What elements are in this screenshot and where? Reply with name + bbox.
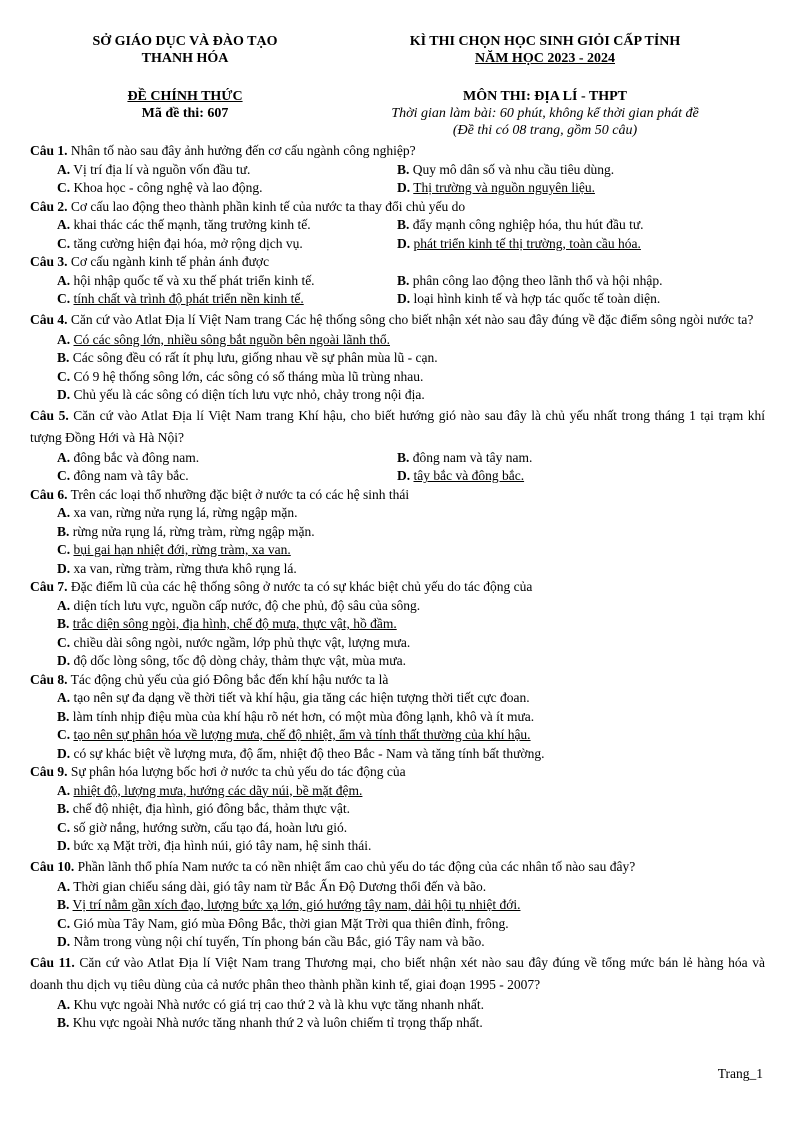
option-text: Vị trí địa lí và nguồn vốn đầu tư. <box>73 161 251 177</box>
answer-option <box>397 467 737 486</box>
answer-options <box>30 161 765 198</box>
option-key: C. <box>57 468 71 483</box>
option-key: D. <box>397 180 411 195</box>
question-text <box>30 253 765 272</box>
question-stem: Tác động chủ yếu của gió Đông bắc đến khí hậu nước ta là <box>70 671 389 687</box>
option-key: B. <box>57 1015 70 1030</box>
answer-option <box>57 933 757 952</box>
option-text: tạo nên sự đa dạng về thời tiết và khí hậu, gia tăng các hiện tượng thời tiết cực đoan. <box>73 690 530 705</box>
option-text: Gió mùa Tây Nam, gió mùa Đông Bắc, thời gian Mặt Trời qua thiên đỉnh, frông. <box>73 915 509 931</box>
option-key: D. <box>397 468 411 483</box>
option-key: B. <box>57 350 70 365</box>
question-label: Câu 2. <box>30 198 68 214</box>
option-key: D. <box>57 560 71 576</box>
question-label: Câu 5. <box>30 407 69 423</box>
option-key: C. <box>57 235 71 251</box>
question-block <box>30 763 765 856</box>
answer-option <box>57 523 757 542</box>
school-year: NĂM HỌC 2023 - 2024 <box>475 51 615 66</box>
option-key: C. <box>57 634 71 650</box>
answer-option <box>57 689 757 708</box>
question-label: Câu 6. <box>30 486 68 502</box>
option-text: Chủ yếu là các sông có diện tích lưu vực nhỏ, chảy trong nội địa. <box>73 387 425 402</box>
option-key: D. <box>397 235 411 251</box>
answer-option <box>57 272 397 291</box>
answer-option <box>57 837 757 856</box>
option-text: phân công lao động theo lãnh thổ và hội nhập. <box>412 272 663 288</box>
answer-option <box>57 597 757 616</box>
option-text: đẩy mạnh công nghiệp hóa, thu hút đầu tư. <box>412 217 644 232</box>
exam-title: KÌ THI CHỌN HỌC SINH GIỎI CẤP TỈNH <box>409 34 681 49</box>
answer-option <box>57 216 397 235</box>
option-text: Khu vực ngoài Nhà nước có giá trị cao thứ 2 và là khu vực tăng nhanh nhất. <box>73 996 485 1012</box>
answer-option <box>57 745 757 764</box>
option-key: B. <box>397 217 410 232</box>
question-label: Câu 1. <box>30 143 68 158</box>
answer-options <box>30 504 765 578</box>
question-text <box>30 578 765 597</box>
answer-option <box>397 216 737 235</box>
option-key: A. <box>57 449 71 465</box>
answer-options <box>30 597 765 671</box>
option-text: trắc diện sông ngòi, địa hình, chế độ mưa, thực vật, hồ đầm. <box>72 616 397 631</box>
answer-option <box>397 449 737 468</box>
answer-options <box>30 996 765 1033</box>
question-stem: Phần lãnh thổ phía Nam nước ta có nền nhiệt ẩm cao chủ yếu do tác động của các nhân tố nào sau đây? <box>77 858 636 874</box>
option-text: Khoa học - công nghệ và lao động. <box>73 180 263 195</box>
option-text: tây bắc và đông bắc. <box>413 468 525 483</box>
option-text: tăng cường hiện đại hóa, mở rộng dịch vụ. <box>73 235 303 251</box>
option-text: khai thác các thế mạnh, tăng trưởng kinh tế. <box>73 217 311 232</box>
option-text: chế độ nhiệt, địa hình, gió đông bắc, thảm thực vật. <box>72 801 351 816</box>
option-key: C. <box>57 727 71 742</box>
question-text <box>30 486 765 505</box>
option-key: B. <box>397 272 410 288</box>
question-stem: Đặc điểm lũ của các hệ thống sông ở nước ta có sự khác biệt chủ yếu do tác động của <box>70 579 533 594</box>
answer-option <box>57 634 757 653</box>
option-key: D. <box>57 653 71 668</box>
question-text <box>30 198 765 217</box>
option-key: C. <box>57 180 71 195</box>
option-text: Các sông đều có rất ít phụ lưu, giống nhau về sự phân mùa lũ - cạn. <box>72 350 438 365</box>
official-block <box>50 88 320 122</box>
question-block <box>30 405 765 486</box>
answer-option <box>57 161 397 180</box>
option-key: A. <box>57 217 71 232</box>
answer-option <box>57 915 757 934</box>
question-label: Câu 10. <box>30 858 75 874</box>
option-key: C. <box>57 291 71 306</box>
option-key: A. <box>57 878 71 894</box>
option-key: C. <box>57 368 71 384</box>
answer-options <box>30 331 765 405</box>
option-text: đông bắc và đông nam. <box>73 449 200 465</box>
option-text: diện tích lưu vực, nguồn cấp nước, độ che phủ, độ sâu của sông. <box>73 597 421 613</box>
question-text <box>30 309 765 331</box>
option-text: bụi gai hạn nhiệt đới, rừng tràm, xa van. <box>73 542 291 557</box>
option-key: B. <box>397 161 410 177</box>
option-text: Vị trí nằm gần xích đạo, lượng bức xạ lớn, gió hướng tây nam, dải hội tụ nhiệt đới. <box>72 897 521 912</box>
answer-option <box>57 1014 757 1033</box>
answer-option <box>57 368 757 387</box>
option-text: có sự khác biệt về lượng mưa, độ ẩm, nhiệt độ theo Bắc - Nam và tăng tính bất thường. <box>73 745 545 761</box>
answer-option <box>397 290 737 309</box>
option-text: số giờ nắng, hướng sườn, cấu tạo đá, hoàn lưu gió. <box>73 819 348 835</box>
option-key: B. <box>397 449 410 465</box>
answer-option <box>57 560 757 579</box>
question-stem: Trên các loại thổ nhưỡng đặc biệt ở nước ta có các hệ sinh thái <box>70 486 410 502</box>
answer-option <box>397 272 737 291</box>
option-key: D. <box>397 291 411 306</box>
answer-option <box>57 331 757 350</box>
option-text: xa van, rừng tràm, rừng thưa khô rụng lá. <box>73 560 297 576</box>
answer-option <box>57 708 757 727</box>
department-header <box>50 33 320 67</box>
answer-options <box>30 216 765 253</box>
option-text: bức xạ Mặt trời, địa hình núi, gió tây nam, hệ sinh thái. <box>73 838 372 853</box>
answer-options <box>30 782 765 856</box>
answer-options <box>30 878 765 952</box>
answer-option <box>57 878 757 897</box>
question-label: Câu 11. <box>30 954 75 970</box>
answer-option <box>57 726 757 745</box>
answer-option <box>57 800 757 819</box>
answer-option <box>57 467 397 486</box>
option-text: Thị trường và nguồn nguyên liệu. <box>413 180 595 195</box>
question-label: Câu 7. <box>30 579 68 594</box>
option-key: A. <box>57 996 71 1012</box>
answer-options <box>30 449 765 486</box>
question-label: Câu 4. <box>30 311 68 327</box>
answer-option <box>57 349 757 368</box>
question-block <box>30 856 765 952</box>
option-key: A. <box>57 272 71 288</box>
option-text: xa van, rừng nửa rụng lá, rừng ngập mặn. <box>73 505 298 520</box>
question-label: Câu 9. <box>30 764 68 779</box>
question-stem: Sự phân hóa lượng bốc hơi ở nước ta chủ yếu do tác động của <box>70 764 406 779</box>
option-text: làm tính nhịp điệu mùa của khí hậu rõ nét hơn, có một mùa đông lạnh, khô và ít mưa. <box>72 708 535 724</box>
option-key: C. <box>57 915 71 931</box>
option-text: tính chất và trình độ phát triển nền kinh tế. <box>73 291 304 306</box>
option-key: A. <box>57 331 71 347</box>
answer-options <box>30 689 765 763</box>
answer-option <box>57 504 757 523</box>
option-text: Quy mô dân số và nhu cầu tiêu dùng. <box>412 161 615 177</box>
question-list <box>30 142 765 1033</box>
question-stem: Căn cứ vào Atlat Địa lí Việt Nam trang Thương mại, cho biết nhận xét nào sau đây đúng về tổng mức bán lẻ hàng hóa và doanh thu dịch vụ tiêu dùng của cả nước phân theo thành phần kinh tế, giai đoạn 1995 - 2007? <box>30 954 766 992</box>
answer-option <box>57 290 397 309</box>
answer-option <box>397 179 737 198</box>
question-text <box>30 952 765 996</box>
question-stem: Cơ cấu ngành kinh tế phản ánh được <box>70 254 270 269</box>
question-text <box>30 671 765 690</box>
question-text <box>30 142 765 161</box>
answer-option <box>397 161 737 180</box>
province-name: THANH HÓA <box>141 51 229 66</box>
option-text: Có 9 hệ thống sông lớn, các sông có số tháng mùa lũ trùng nhau. <box>73 368 424 384</box>
question-label: Câu 3. <box>30 254 68 269</box>
option-key: B. <box>57 523 70 539</box>
answer-option <box>57 386 757 405</box>
answer-option <box>57 541 757 560</box>
option-key: C. <box>57 542 71 557</box>
answer-option <box>57 819 757 838</box>
option-key: D. <box>57 838 71 853</box>
subject-title: MÔN THI: ĐỊA LÍ - THPT <box>462 89 627 104</box>
option-text: Thời gian chiếu sáng dài, gió tây nam từ Bắc Ấn Độ Dương thổi đến và bão. <box>73 878 487 894</box>
time-limit: Thời gian làm bài: 60 phút, không kể thời gian phát đề <box>391 106 699 121</box>
option-text: phát triển kinh tế thị trường, toàn cầu hóa. <box>413 235 641 251</box>
option-key: B. <box>57 616 70 631</box>
option-text: Khu vực ngoài Nhà nước tăng nhanh thứ 2 và luôn chiếm tỉ trọng thấp nhất. <box>72 1015 483 1030</box>
exam-code: Mã đề thi: 607 <box>141 106 229 121</box>
option-text: độ dốc lòng sông, tốc độ dòng chảy, thảm thực vật, mùa mưa. <box>73 653 406 668</box>
option-text: đông nam và tây bắc. <box>73 468 189 483</box>
option-text: rừng nửa rụng lá, rừng tràm, rừng ngập mặn. <box>72 523 315 539</box>
subject-block <box>355 88 735 139</box>
option-key: D. <box>57 387 71 402</box>
option-text: tạo nên sự phân hóa về lượng mưa, chế độ nhiệt, ẩm và tính thất thường của khí hậu. <box>73 727 531 742</box>
question-block <box>30 142 765 198</box>
question-block <box>30 671 765 764</box>
option-key: D. <box>57 934 71 949</box>
answer-option <box>57 615 757 634</box>
answer-option <box>57 449 397 468</box>
exam-header <box>370 33 720 67</box>
option-text: loại hình kinh tế và hợp tác quốc tế toàn diện. <box>413 291 661 306</box>
answer-option <box>57 652 757 671</box>
question-stem: Nhân tố nào sau đây ảnh hưởng đến cơ cấu ngành công nghiệp? <box>70 143 416 158</box>
question-stem: Căn cứ vào Atlat Địa lí Việt Nam trang Các hệ thống sông cho biết nhận xét nào sau đây đúng về đặc điểm sông ngòi nước ta? <box>70 311 754 327</box>
option-key: C. <box>57 819 71 835</box>
question-block <box>30 198 765 254</box>
official-label: ĐỀ CHÍNH THỨC <box>127 89 243 104</box>
option-key: B. <box>57 897 70 912</box>
answer-option <box>57 782 757 801</box>
answer-option <box>397 235 737 254</box>
answer-option <box>57 179 397 198</box>
option-key: D. <box>57 745 71 761</box>
option-key: A. <box>57 505 71 520</box>
question-block <box>30 952 765 1033</box>
option-text: Nằm trong vùng nội chí tuyến, Tín phong bán cầu Bắc, gió Tây nam và bão. <box>73 934 485 949</box>
answer-option <box>57 896 757 915</box>
question-block <box>30 253 765 309</box>
option-key: A. <box>57 161 71 177</box>
option-text: đông nam và tây nam. <box>412 449 533 465</box>
option-key: B. <box>57 801 70 816</box>
option-text: Có các sông lớn, nhiều sông bắt nguồn bên ngoài lãnh thổ. <box>73 331 390 347</box>
question-block <box>30 578 765 671</box>
option-text: chiều dài sông ngòi, nước ngầm, lớp phủ thực vật, lượng mưa. <box>73 634 411 650</box>
answer-option <box>57 235 397 254</box>
question-stem: Căn cứ vào Atlat Địa lí Việt Nam trang Khí hậu, cho biết hướng gió nào sau đây là chủ yếu nhất trong tháng 1 tại trạm khí tượng Đồng Hới và Hà Nội? <box>30 407 766 445</box>
answer-option <box>57 996 757 1015</box>
question-text <box>30 856 765 878</box>
option-key: B. <box>57 708 70 724</box>
answer-options <box>30 272 765 309</box>
question-block <box>30 309 765 405</box>
question-text <box>30 405 765 449</box>
question-stem: Cơ cấu lao động theo thành phần kinh tế của nước ta thay đổi chủ yếu do <box>70 198 466 214</box>
option-key: A. <box>57 690 71 705</box>
question-text <box>30 763 765 782</box>
option-key: A. <box>57 782 71 798</box>
department-name: SỞ GIÁO DỤC VÀ ĐÀO TẠO <box>92 34 278 49</box>
option-text: nhiệt độ, lượng mưa, hướng các dãy núi, bề mặt đệm. <box>73 782 363 798</box>
page-count: (Đề thi có 08 trang, gồm 50 câu) <box>452 123 638 138</box>
option-text: hội nhập quốc tế và xu thế phát triển kinh tế. <box>73 272 315 288</box>
question-block <box>30 486 765 579</box>
question-label: Câu 8. <box>30 671 68 687</box>
page-number: Trang_1 <box>717 1066 763 1081</box>
option-key: A. <box>57 597 71 613</box>
